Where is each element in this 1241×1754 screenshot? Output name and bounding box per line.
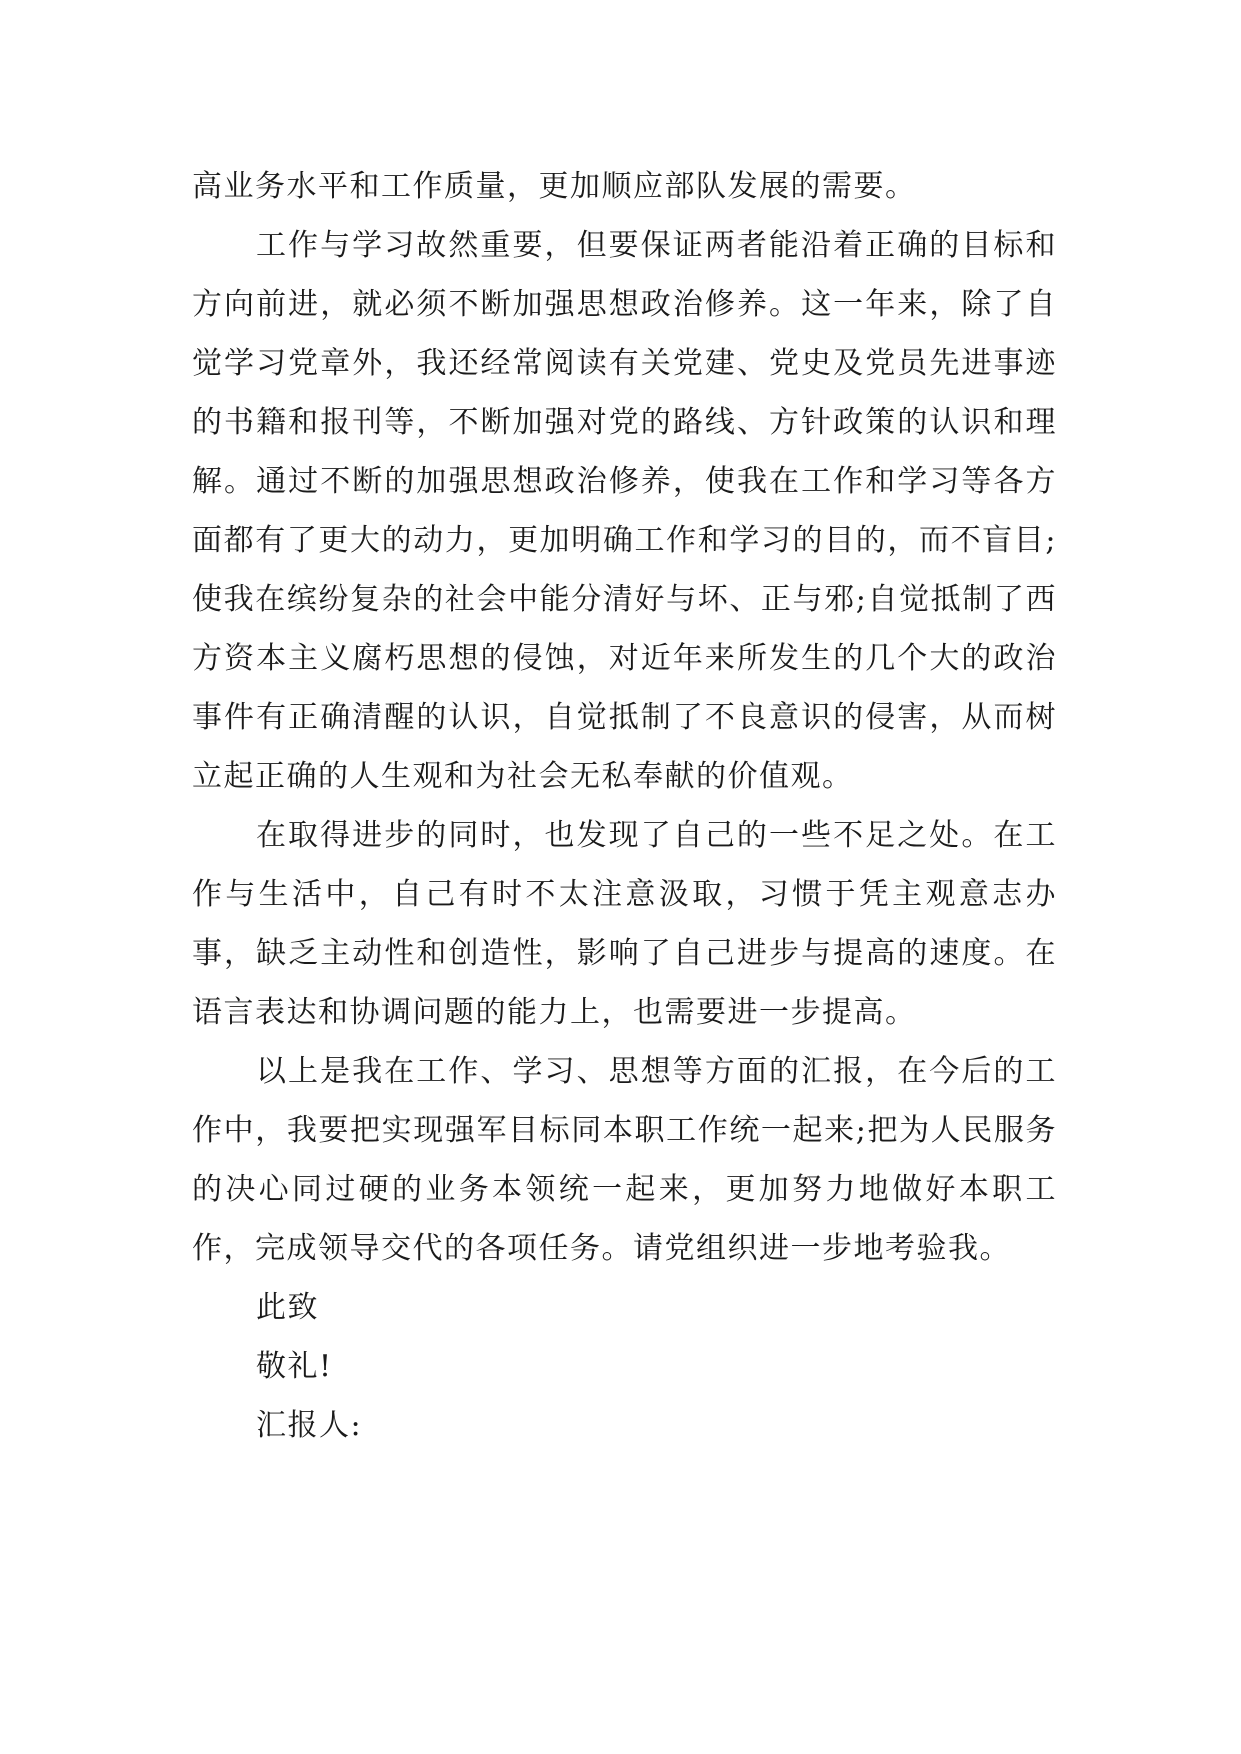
- closing-salutation: 此致: [256, 1290, 319, 1325]
- paragraph-continuation: 高业务水平和工作质量，更加顺应部队发展的需要。: [192, 169, 917, 204]
- paragraph-conclusion: 以上是我在工作、学习、思想等方面的汇报，在今后的工作中，我要把实现强军目标同本职工作统一起来;把为人民服务的决心同过硬的业务本领统一起来，更加努力地做好本职工作，完成领导交代的各项任务。请党组织进一步地考验我。: [192, 1054, 1057, 1266]
- paragraph-shortcomings: 在取得进步的同时，也发现了自己的一些不足之处。在工作与生活中，自己有时不太注意汲取，习惯于凭主观意志办事，缺乏主动性和创造性，影响了自己进步与提高的速度。在语言表达和协调问题的能力上，也需要进一步提高。: [192, 818, 1057, 1030]
- closing-regards: 敬礼!: [256, 1349, 333, 1384]
- paragraph-political-study: 工作与学习故然重要，但要保证两者能沿着正确的目标和方向前进，就必须不断加强思想政治修养。这一年来，除了自觉学习党章外，我还经常阅读有关党建、党史及党员先进事迹的书籍和报刊等，不断加强对党的路线、方针政策的认识和理解。通过不断的加强思想政治修养，使我在工作和学习等各方面都有了更大的动力，更加明确工作和学习的目的，而不盲目;使我在缤纷复杂的社会中能分清好与坏、正与邪;自觉抵制了西方资本主义腐朽思想的侵蚀，对近年来所发生的几个大的政治事件有正确清醒的认识，自觉抵制了不良意识的侵害，从而树立起正确的人生观和为社会无私奉献的价值观。: [192, 228, 1057, 794]
- letter-body: [192, 157, 1057, 1455]
- reporter-label: 汇报人:: [256, 1408, 363, 1443]
